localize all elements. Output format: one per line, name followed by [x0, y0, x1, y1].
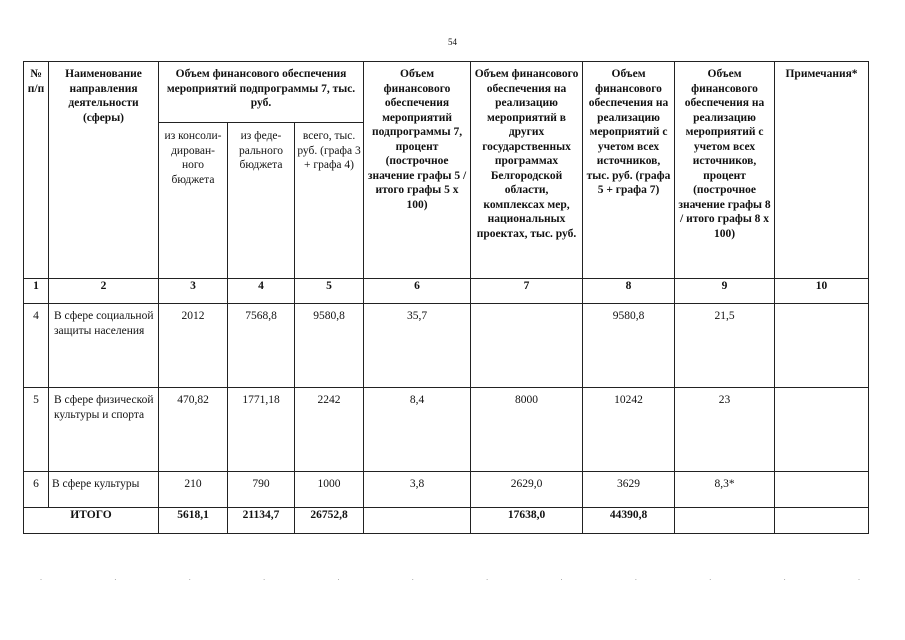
- header-notes: Примечания*: [775, 62, 869, 279]
- cell-federal: 1771,18: [228, 388, 295, 472]
- cell-notes: [775, 472, 869, 508]
- financing-table: [23, 61, 869, 534]
- header-num: № п/п: [24, 62, 49, 279]
- column-number: 6: [364, 279, 471, 304]
- row-num: 6: [24, 472, 49, 508]
- table-row: [24, 304, 869, 388]
- column-number: 4: [228, 279, 295, 304]
- header-subprogram-financing: Объем финансового обеспечения мероприятий подпрограммы 7, тыс. руб.: [159, 62, 364, 123]
- header-consolidated-budget: из консоли- дирован- ного бюджета: [159, 123, 228, 279]
- cell-other-programs: 2629,0: [471, 472, 583, 508]
- table-row: [24, 388, 869, 472]
- column-number: 3: [159, 279, 228, 304]
- total-label: ИТОГО: [24, 508, 159, 534]
- cell-other-programs: 8000: [471, 388, 583, 472]
- cell-all-sources-percent: 23: [675, 388, 775, 472]
- cell-percent: 8,4: [364, 388, 471, 472]
- header-subprogram-percent: Объем финансового обеспечения мероприятий подпрограммы 7, процент (построчное значение графы 5 / итого графы 5 х 100): [364, 62, 471, 279]
- total-notes: [775, 508, 869, 534]
- table-row: [24, 472, 869, 508]
- header-all-sources-percent: Объем финансового обеспечения на реализацию мероприятий с учетом всех источников, процент (построчное значение графы 8 / итого графы 8 х 100): [675, 62, 775, 279]
- header-federal-budget: из феде- рального бюджета: [228, 123, 295, 279]
- total-federal: 21134,7: [228, 508, 295, 534]
- cell-notes: [775, 388, 869, 472]
- cell-consolidated: 470,82: [159, 388, 228, 472]
- total-consolidated: 5618,1: [159, 508, 228, 534]
- cell-federal: 7568,8: [228, 304, 295, 388]
- header-subtotal: всего, тыс. руб. (графа 3 + графа 4): [295, 123, 364, 279]
- total-subtotal: 26752,8: [295, 508, 364, 534]
- cell-subtotal: 2242: [295, 388, 364, 472]
- cell-all-sources-percent: 8,3*: [675, 472, 775, 508]
- row-name: В сфере культуры: [49, 472, 159, 508]
- total-percent: [364, 508, 471, 534]
- column-number: 9: [675, 279, 775, 304]
- column-number: 8: [583, 279, 675, 304]
- total-all-sources-percent: [675, 508, 775, 534]
- row-name: В сфере социальной защиты населения: [49, 304, 159, 388]
- cell-percent: 35,7: [364, 304, 471, 388]
- cell-all-sources: 3629: [583, 472, 675, 508]
- cell-all-sources: 10242: [583, 388, 675, 472]
- header-other-programs: Объем финансового обеспечения на реализацию мероприятий в других государственных программах Белгородской области, комплексах мер, национальных проектах, тыс. руб.: [471, 62, 583, 279]
- cell-subtotal: 1000: [295, 472, 364, 508]
- row-num: 4: [24, 304, 49, 388]
- total-other-programs: 17638,0: [471, 508, 583, 534]
- cell-other-programs: [471, 304, 583, 388]
- column-number: 2: [49, 279, 159, 304]
- cell-all-sources: 9580,8: [583, 304, 675, 388]
- total-row: [24, 508, 869, 534]
- column-number-row: [24, 279, 869, 304]
- cell-consolidated: 210: [159, 472, 228, 508]
- header-all-sources: Объем финансового обеспечения на реализацию мероприятий с учетом всех источников, тыс. руб. (графа 5 + графа 7): [583, 62, 675, 279]
- cell-all-sources-percent: 21,5: [675, 304, 775, 388]
- total-all-sources: 44390,8: [583, 508, 675, 534]
- cell-subtotal: 9580,8: [295, 304, 364, 388]
- row-num: 5: [24, 388, 49, 472]
- column-number: 5: [295, 279, 364, 304]
- column-number: 1: [24, 279, 49, 304]
- cell-consolidated: 2012: [159, 304, 228, 388]
- column-number: 7: [471, 279, 583, 304]
- header-name: Наименование направления деятельности (сферы): [49, 62, 159, 279]
- page-number: 54: [448, 37, 457, 47]
- cell-percent: 3,8: [364, 472, 471, 508]
- cell-notes: [775, 304, 869, 388]
- column-number: 10: [775, 279, 869, 304]
- cell-federal: 790: [228, 472, 295, 508]
- scan-noise-dots: . . . . . . . . . . . .: [40, 573, 860, 582]
- row-name: В сфере физической культуры и спорта: [49, 388, 159, 472]
